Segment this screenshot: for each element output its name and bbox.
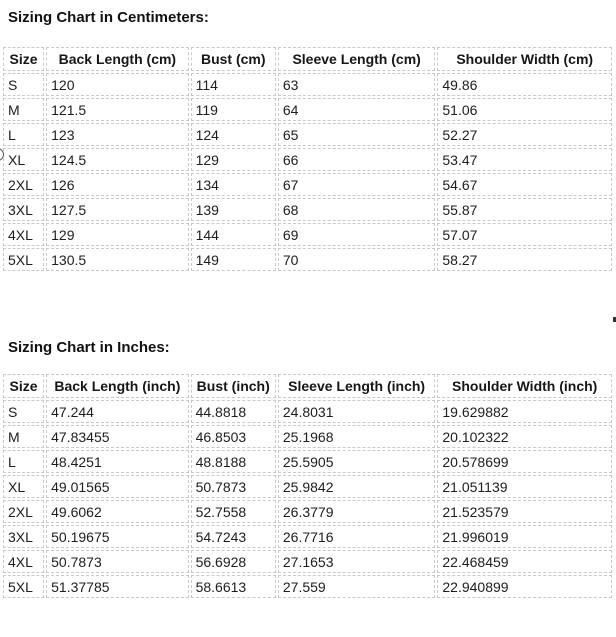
value-cell: 27.559: [278, 575, 436, 598]
column-header: Back Length (cm): [46, 47, 188, 71]
table-row: [3, 450, 612, 473]
value-cell: 20.102322: [437, 425, 612, 448]
value-cell: 26.7716: [278, 525, 436, 548]
value-cell: 114: [191, 73, 276, 96]
column-header: Bust (inch): [191, 374, 276, 398]
value-cell: 19.629882: [437, 400, 612, 423]
value-cell: 69: [278, 223, 436, 246]
inch-header-row: [3, 374, 612, 398]
value-cell: 123: [46, 123, 188, 146]
value-cell: 48.8188: [191, 450, 276, 473]
value-cell: 21.051139: [437, 475, 612, 498]
value-cell: 51.37785: [46, 575, 188, 598]
size-cell: L: [3, 123, 44, 146]
value-cell: 67: [278, 173, 436, 196]
value-cell: 124: [191, 123, 276, 146]
column-header: Bust (cm): [191, 47, 276, 71]
value-cell: 50.19675: [46, 525, 188, 548]
size-cell: 3XL: [3, 198, 44, 221]
value-cell: 66: [278, 148, 436, 171]
table-row: [3, 400, 612, 423]
value-cell: 129: [191, 148, 276, 171]
value-cell: 20.578699: [437, 450, 612, 473]
column-header: Shoulder Width (inch): [437, 374, 612, 398]
value-cell: 26.3779: [278, 500, 436, 523]
table-row: [3, 525, 612, 548]
column-header: Back Length (inch): [46, 374, 188, 398]
size-cell: S: [3, 73, 44, 96]
table-row: [3, 223, 612, 246]
size-cell: S: [3, 400, 44, 423]
size-cell: L: [3, 450, 44, 473]
size-cell: XL: [3, 148, 44, 171]
table-row: [3, 425, 612, 448]
value-cell: 49.01565: [46, 475, 188, 498]
value-cell: 21.523579: [437, 500, 612, 523]
table-row: [3, 248, 612, 271]
table-row: [3, 475, 612, 498]
value-cell: 49.86: [437, 73, 612, 96]
table-row: [3, 500, 612, 523]
value-cell: 124.5: [46, 148, 188, 171]
value-cell: 58.27: [437, 248, 612, 271]
table-row: [3, 73, 612, 96]
value-cell: 46.8503: [191, 425, 276, 448]
value-cell: 55.87: [437, 198, 612, 221]
value-cell: 53.47: [437, 148, 612, 171]
column-header: Sleeve Length (cm): [278, 47, 436, 71]
value-cell: 22.940899: [437, 575, 612, 598]
size-cell: XL: [3, 475, 44, 498]
value-cell: 58.6613: [191, 575, 276, 598]
value-cell: 52.27: [437, 123, 612, 146]
size-cell: 4XL: [3, 223, 44, 246]
value-cell: 144: [191, 223, 276, 246]
table-row: [3, 173, 612, 196]
value-cell: 25.5905: [278, 450, 436, 473]
size-cell: M: [3, 98, 44, 121]
value-cell: 54.7243: [191, 525, 276, 548]
table-row: [3, 575, 612, 598]
table-row: [3, 98, 612, 121]
value-cell: 52.7558: [191, 500, 276, 523]
size-cell: 2XL: [3, 173, 44, 196]
column-header: Size: [3, 47, 44, 71]
table-row: [3, 550, 612, 573]
inch-sizing-table: [1, 372, 614, 600]
column-header: Size: [3, 374, 44, 398]
column-header: Sleeve Length (inch): [278, 374, 436, 398]
value-cell: 22.468459: [437, 550, 612, 573]
value-cell: 21.996019: [437, 525, 612, 548]
value-cell: 120: [46, 73, 188, 96]
value-cell: 127.5: [46, 198, 188, 221]
value-cell: 63: [278, 73, 436, 96]
value-cell: 119: [191, 98, 276, 121]
table-row: [3, 123, 612, 146]
size-cell: 2XL: [3, 500, 44, 523]
value-cell: 50.7873: [191, 475, 276, 498]
value-cell: 129: [46, 223, 188, 246]
value-cell: 27.1653: [278, 550, 436, 573]
value-cell: 24.8031: [278, 400, 436, 423]
cm-sizing-table: [1, 45, 614, 273]
size-cell: 4XL: [3, 550, 44, 573]
value-cell: 121.5: [46, 98, 188, 121]
value-cell: 25.9842: [278, 475, 436, 498]
value-cell: 47.244: [46, 400, 188, 423]
size-cell: 3XL: [3, 525, 44, 548]
value-cell: 54.67: [437, 173, 612, 196]
cm-chart-title: Sizing Chart in Centimeters:: [8, 9, 209, 26]
value-cell: 56.6928: [191, 550, 276, 573]
value-cell: 126: [46, 173, 188, 196]
value-cell: 47.83455: [46, 425, 188, 448]
cm-header-row: [3, 47, 612, 71]
value-cell: 65: [278, 123, 436, 146]
value-cell: 139: [191, 198, 276, 221]
value-cell: 149: [191, 248, 276, 271]
value-cell: 64: [278, 98, 436, 121]
size-cell: 5XL: [3, 248, 44, 271]
value-cell: 48.4251: [46, 450, 188, 473]
value-cell: 70: [278, 248, 436, 271]
value-cell: 134: [191, 173, 276, 196]
table-row: [3, 148, 612, 171]
value-cell: 44.8818: [191, 400, 276, 423]
value-cell: 51.06: [437, 98, 612, 121]
value-cell: 130.5: [46, 248, 188, 271]
value-cell: 49.6062: [46, 500, 188, 523]
value-cell: 25.1968: [278, 425, 436, 448]
value-cell: 68: [278, 198, 436, 221]
size-cell: M: [3, 425, 44, 448]
inch-chart-title: Sizing Chart in Inches:: [8, 339, 170, 356]
size-cell: 5XL: [3, 575, 44, 598]
value-cell: 50.7873: [46, 550, 188, 573]
table-row: [3, 198, 612, 221]
column-header: Shoulder Width (cm): [437, 47, 612, 71]
value-cell: 57.07: [437, 223, 612, 246]
